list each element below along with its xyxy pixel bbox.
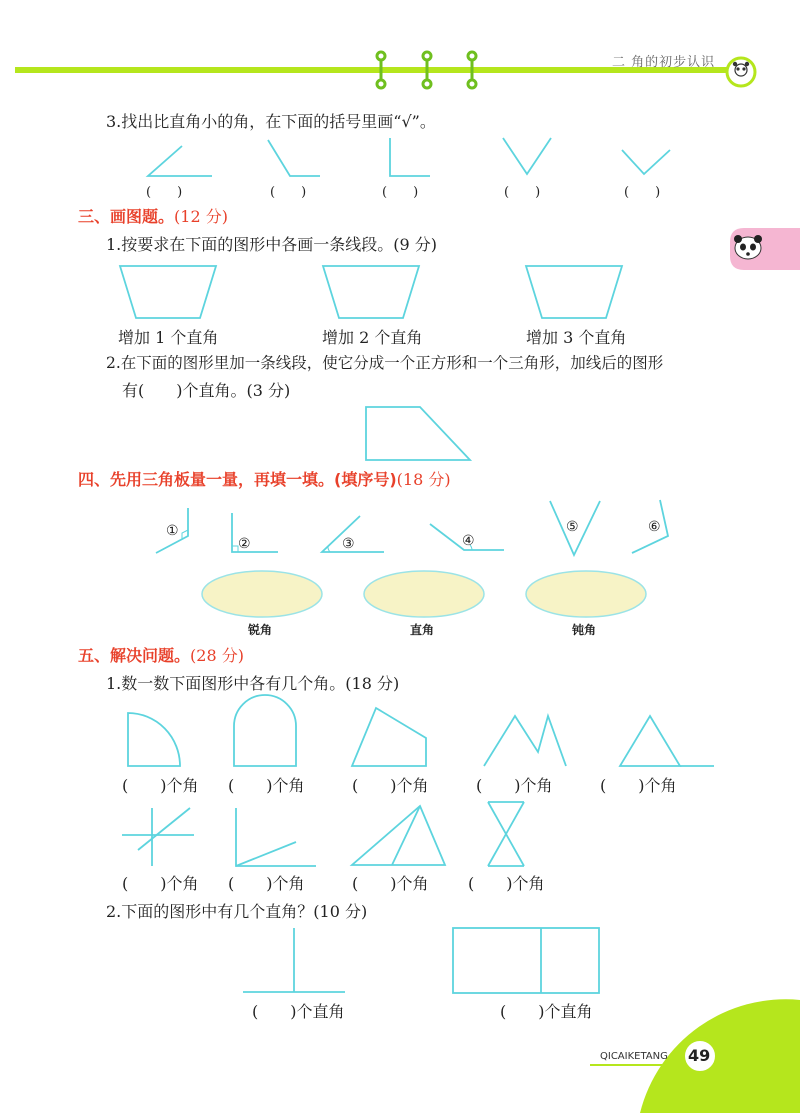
crossing-lines-shape	[122, 808, 194, 866]
oval-label-acute: 锐角	[248, 623, 273, 637]
trapezoid-2	[323, 266, 419, 318]
right-angle-answer-1[interactable]: ( )个直角	[252, 1002, 345, 1021]
trapezoid-label-2: 增加 2 个直角	[322, 328, 423, 347]
row1-answer-5[interactable]: ( )个角	[600, 776, 677, 795]
q3-title: 3.找出比直角小的角，在下面的括号里画“√”。	[106, 112, 436, 131]
row1-answer-2[interactable]: ( )个角	[228, 776, 305, 795]
q3-bracket-4[interactable]: ( )	[504, 185, 541, 200]
quarter-circle-shape	[128, 713, 180, 766]
trapezoid-1	[120, 266, 216, 318]
section5-heading	[78, 648, 244, 664]
zigzag-shape	[484, 716, 566, 766]
right-angle-answer-2[interactable]: ( )个直角	[500, 1002, 593, 1021]
q3-bracket-5[interactable]: ( )	[624, 185, 661, 200]
row2-answer-1[interactable]: ( )个角	[122, 874, 199, 893]
q3-angle-2	[268, 140, 320, 176]
q3-bracket-1[interactable]: ( )	[146, 185, 183, 200]
q3-angle-4	[503, 138, 551, 174]
row2-answer-2[interactable]: ( )个角	[228, 874, 305, 893]
trapezoid-label-3: 增加 3 个直角	[526, 328, 627, 347]
row1-answer-3[interactable]: ( )个角	[352, 776, 429, 795]
angle-number-5: ⑤	[566, 519, 579, 535]
row1-answer-1[interactable]: ( )个角	[122, 776, 199, 795]
section3-heading	[78, 209, 228, 225]
triangle-shape	[620, 716, 680, 766]
oval-label-obtuse: 钝角	[572, 623, 597, 637]
inverted-t-shape	[243, 928, 345, 992]
row2-answer-4[interactable]: ( )个角	[468, 874, 545, 893]
hourglass-shape	[488, 802, 524, 866]
oval-obtuse[interactable]	[526, 571, 646, 617]
section5-points: (28 分)	[190, 646, 244, 665]
row1-answer-4[interactable]: ( )个角	[476, 776, 553, 795]
section4-title: 四、先用三角板量一量，再填一填。(填序号)	[78, 470, 397, 489]
two-rays-shape	[236, 808, 316, 866]
quadrilateral-shape	[352, 708, 426, 766]
section5-q2: 2.下面的图形中有几个直角？(10 分)	[106, 902, 368, 921]
rectangle-divided-shape	[453, 928, 599, 993]
section3-title: 三、画图题。	[78, 207, 175, 226]
q3-bracket-3[interactable]: ( )	[382, 185, 419, 200]
trapezoid-3	[526, 266, 622, 318]
q3-bracket-2[interactable]: ( )	[270, 185, 307, 200]
section5-q1: 1.数一数下面图形中各有几个角。(18 分)	[106, 674, 400, 693]
split-triangle-shape	[352, 806, 445, 865]
section3-q2-line1: 2.在下面的图形里加一条线段，使它分成一个正方形和一个三角形，加线后的图形	[106, 354, 664, 372]
oval-label-right: 直角	[410, 623, 435, 637]
q3-angle-5	[622, 150, 670, 174]
panda-mascot-icon	[727, 58, 755, 86]
q3-angle-1	[148, 146, 212, 176]
angle-number-6: ⑥	[648, 519, 661, 535]
angle-number-3: ③	[342, 536, 355, 552]
oval-acute[interactable]	[202, 571, 322, 617]
right-trapezoid	[366, 407, 470, 460]
section3-points: (12 分)	[174, 207, 228, 226]
page-number: 49	[688, 1046, 711, 1065]
side-tab-panda-icon	[730, 228, 800, 270]
section4-points: (18 分)	[396, 470, 451, 489]
section3-q1: 1.按要求在下面的图形中各画一条线段。(9 分)	[106, 235, 438, 254]
brand-name: QICAIKETANG	[600, 1051, 668, 1062]
angle-number-2: ②	[238, 536, 251, 552]
arch-shape	[234, 695, 296, 766]
section4-heading	[78, 472, 451, 488]
trapezoid-label-1: 增加 1 个直角	[118, 328, 219, 347]
chapter-title: 二 角的初步认识	[612, 55, 716, 70]
q3-angle-3	[390, 138, 430, 176]
row2-answer-3[interactable]: ( )个角	[352, 874, 429, 893]
section5-title: 五、解决问题。	[78, 646, 191, 665]
angle-number-1: ①	[166, 523, 179, 539]
angle-number-4: ④	[462, 533, 475, 549]
section3-q2-line2[interactable]: 有( )个直角。(3 分)	[122, 381, 291, 400]
oval-right[interactable]	[364, 571, 484, 617]
